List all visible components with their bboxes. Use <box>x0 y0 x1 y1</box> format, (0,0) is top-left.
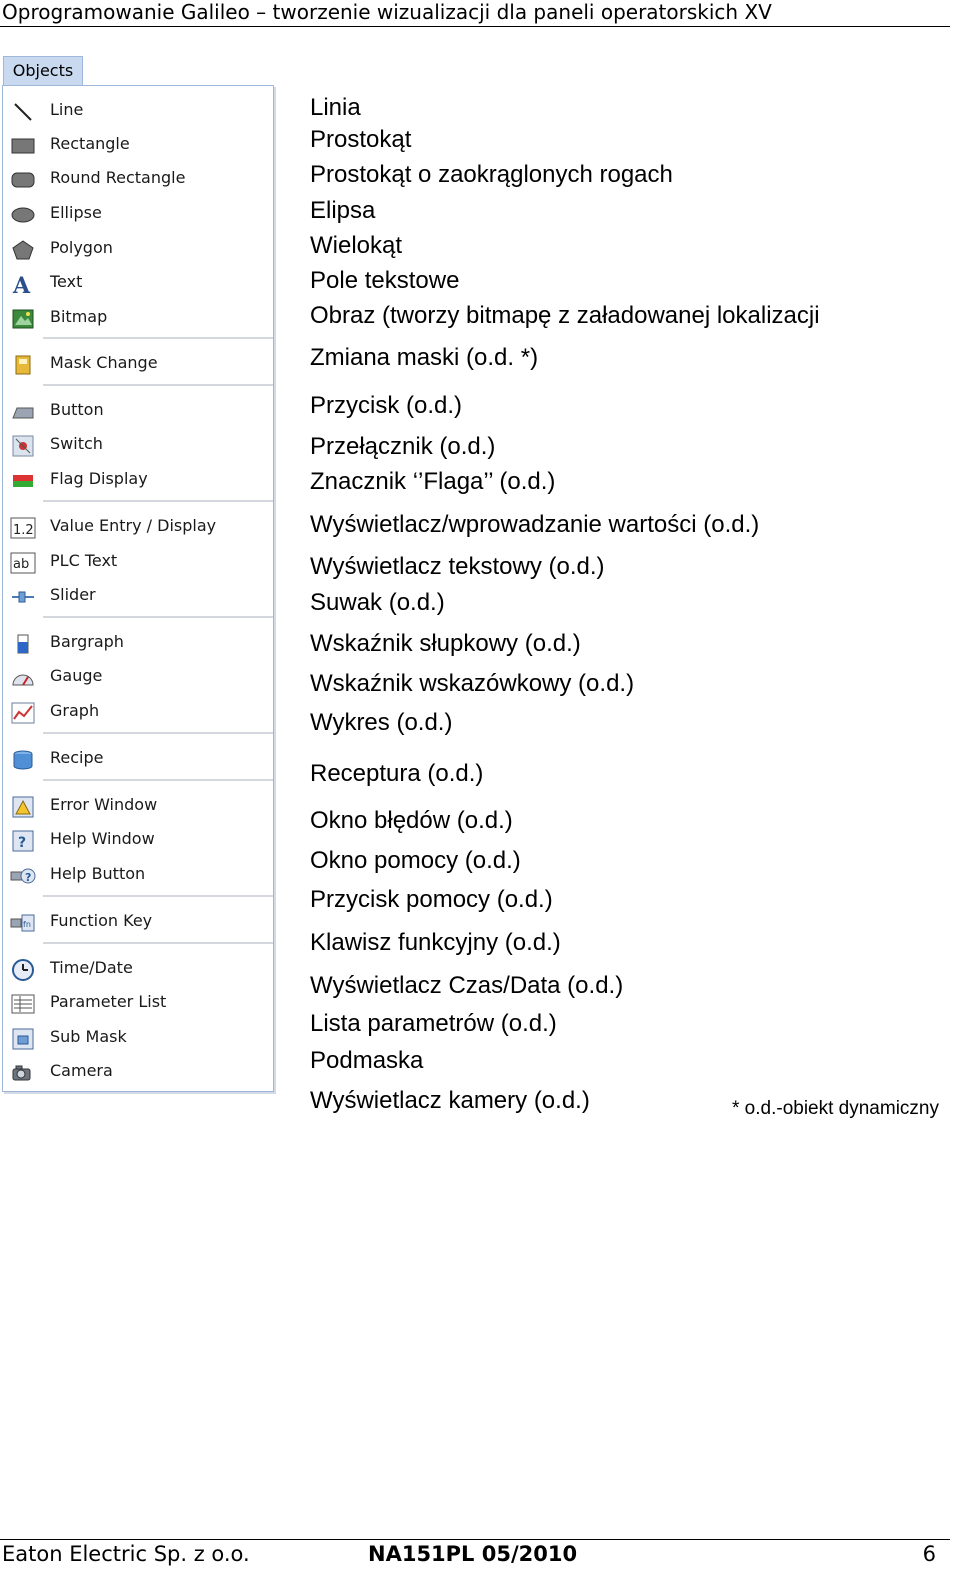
object-round-rectangle[interactable] <box>3 161 273 195</box>
object-sub-mask[interactable] <box>3 1020 273 1054</box>
object-label: Camera <box>50 1061 113 1080</box>
camera-icon <box>10 1062 36 1084</box>
object-label: Round Rectangle <box>50 168 186 187</box>
object-label: Bargraph <box>50 632 124 651</box>
objects-panel <box>2 85 274 1092</box>
object-label: Function Key <box>50 911 153 930</box>
separator <box>43 384 273 386</box>
description-plc-text: Wyświetlacz tekstowy (o.d.) <box>310 553 605 580</box>
description-bitmap: Obraz (tworzy bitmapę z załadowanej lokalizacji <box>310 302 820 329</box>
object-label: Text <box>50 272 83 291</box>
object-recipe[interactable] <box>3 741 273 775</box>
object-plc-text[interactable] <box>3 544 273 578</box>
description-function-key: Klawisz funkcyjny (o.d.) <box>310 929 561 956</box>
object-slider[interactable] <box>3 578 273 612</box>
bargraph-icon <box>10 633 36 655</box>
object-bargraph[interactable] <box>3 625 273 659</box>
tab-objects[interactable]: Objects <box>3 56 83 85</box>
separator <box>43 337 273 339</box>
description-polygon: Wielokąt <box>310 232 403 259</box>
separator <box>43 895 273 897</box>
description-camera: Wyświetlacz kamery (o.d.) <box>310 1087 590 1114</box>
description-graph: Wykres (o.d.) <box>310 709 453 736</box>
footer-page-number: 6 <box>922 1542 936 1566</box>
footer-company: Eaton Electric Sp. z o.o. <box>2 1542 250 1566</box>
description-gauge: Wskaźnik wskazówkowy (o.d.) <box>310 670 635 697</box>
object-label: Recipe <box>50 748 104 767</box>
object-label: Flag Display <box>50 469 148 488</box>
object-parameter-list[interactable] <box>3 985 273 1019</box>
svg-text:?: ? <box>25 871 32 884</box>
object-text[interactable] <box>3 265 273 299</box>
help-window-icon <box>10 830 36 852</box>
graph-icon <box>10 702 36 724</box>
object-polygon[interactable] <box>3 231 273 265</box>
object-gauge[interactable] <box>3 659 273 693</box>
description-help-button: Przycisk pomocy (o.d.) <box>310 886 553 913</box>
description-slider: Suwak (o.d.) <box>310 589 445 616</box>
gauge-icon <box>10 667 36 689</box>
object-help-button[interactable] <box>3 857 273 891</box>
page-header <box>0 0 950 27</box>
description-ellipse: Elipsa <box>310 197 376 224</box>
object-label: Line <box>50 100 84 119</box>
object-label: Ellipse <box>50 203 102 222</box>
description-recipe: Receptura (o.d.) <box>310 760 484 787</box>
line-icon <box>10 101 36 123</box>
sub-mask-icon <box>10 1028 36 1050</box>
separator <box>43 942 273 944</box>
svg-text:ab: ab <box>13 557 30 572</box>
description-rectangle: Prostokąt <box>310 126 412 153</box>
description-text: Pole tekstowe <box>310 267 460 294</box>
value-entry-icon <box>10 517 36 539</box>
separator <box>43 500 273 502</box>
object-label: Bitmap <box>50 307 108 326</box>
rectangle-icon <box>10 135 36 157</box>
description-line: Linia <box>310 94 361 121</box>
bitmap-icon <box>10 308 36 330</box>
header-title: Oprogramowanie Galileo – tworzenie wizualizacji dla paneli operatorskich XV <box>2 0 772 24</box>
help-button-icon <box>10 865 36 887</box>
object-time-date[interactable] <box>3 951 273 985</box>
object-label: Graph <box>50 701 100 720</box>
recipe-icon <box>10 749 36 771</box>
object-label: Rectangle <box>50 134 130 153</box>
object-label: Time/Date <box>50 958 133 977</box>
description-button: Przycisk (o.d.) <box>310 392 463 419</box>
separator <box>43 616 273 618</box>
description-time-date: Wyświetlacz Czas/Data (o.d.) <box>310 972 624 999</box>
object-switch[interactable] <box>3 427 273 461</box>
description-sub-mask: Podmaska <box>310 1047 424 1074</box>
object-bitmap[interactable] <box>3 300 273 334</box>
description-round-rectangle: Prostokąt o zaokrąglonych rogach <box>310 161 673 188</box>
mask-change-icon <box>10 354 36 376</box>
description-help-window: Okno pomocy (o.d.) <box>310 847 521 874</box>
description-flag-display: Znacznik ‘’Flaga’’ (o.d.) <box>310 468 556 495</box>
description-error-window: Okno błędów (o.d.) <box>310 807 513 834</box>
object-help-window[interactable] <box>3 822 273 856</box>
footer-doc-id: NA151PL 05/2010 <box>368 1542 578 1566</box>
object-function-key[interactable] <box>3 904 273 938</box>
plc-text-icon <box>10 552 36 574</box>
object-graph[interactable] <box>3 694 273 728</box>
object-rectangle[interactable] <box>3 127 273 161</box>
object-label: Polygon <box>50 238 113 257</box>
object-ellipse[interactable] <box>3 196 273 230</box>
flag-display-icon <box>10 470 36 492</box>
object-label: Switch <box>50 434 103 453</box>
object-label: Slider <box>50 585 96 604</box>
description-value-entry: Wyświetlacz/wprowadzanie wartości (o.d.) <box>310 511 760 538</box>
page-footer <box>0 1539 950 1570</box>
object-value-entry[interactable] <box>3 509 273 543</box>
object-label: Parameter List <box>50 992 167 1011</box>
svg-text:fn: fn <box>23 920 31 929</box>
object-error-window[interactable] <box>3 788 273 822</box>
function-key-icon <box>10 912 36 934</box>
description-parameter-list: Lista parametrów (o.d.) <box>310 1010 557 1037</box>
object-label: Mask Change <box>50 353 158 372</box>
clock-icon <box>10 959 36 981</box>
svg-text:A: A <box>13 273 31 295</box>
object-label: Value Entry / Display <box>50 516 217 535</box>
object-label: Error Window <box>50 795 158 814</box>
object-label: Help Window <box>50 829 155 848</box>
separator <box>43 779 273 781</box>
switch-icon <box>10 435 36 457</box>
description-mask-change: Zmiana maski (o.d. *) <box>310 344 539 371</box>
parameter-list-icon <box>10 993 36 1015</box>
object-label: Button <box>50 400 104 419</box>
object-camera[interactable] <box>3 1054 273 1088</box>
button-icon <box>10 401 36 423</box>
round-rectangle-icon <box>10 169 36 191</box>
error-window-icon <box>10 796 36 818</box>
polygon-icon <box>10 239 36 261</box>
description-switch: Przełącznik (o.d.) <box>310 433 496 460</box>
object-label: Sub Mask <box>50 1027 127 1046</box>
text-icon <box>10 273 36 295</box>
footnote: * o.d.-obiekt dynamiczny <box>732 1098 939 1119</box>
slider-icon <box>10 586 36 608</box>
description-bargraph: Wskaźnik słupkowy (o.d.) <box>310 630 581 657</box>
object-button[interactable] <box>3 393 273 427</box>
svg-text:1.2: 1.2 <box>13 523 34 538</box>
svg-text:?: ? <box>18 835 27 851</box>
object-line[interactable] <box>3 93 273 127</box>
separator <box>43 732 273 734</box>
object-label: Gauge <box>50 666 103 685</box>
object-label: Help Button <box>50 864 146 883</box>
object-mask-change[interactable] <box>3 346 273 380</box>
object-flag-display[interactable] <box>3 462 273 496</box>
ellipse-icon <box>10 204 36 226</box>
object-label: PLC Text <box>50 551 118 570</box>
